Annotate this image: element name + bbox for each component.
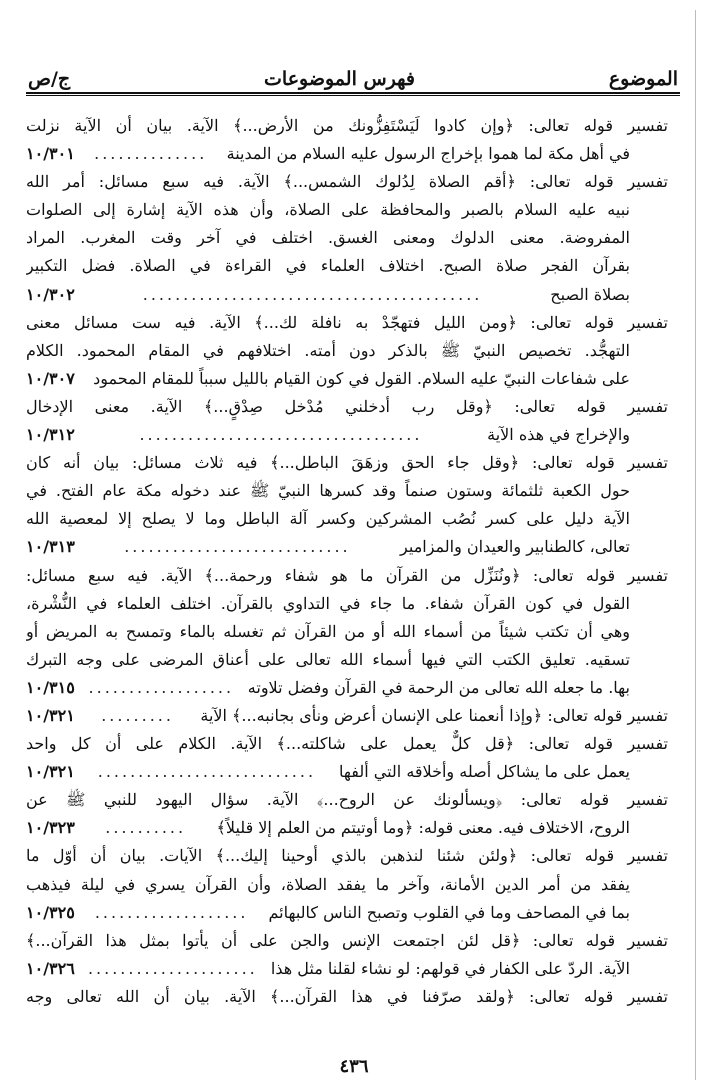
entry-heading-line: تفسير قوله تعالى: ﴿قل لئن اجتمعت الإنس والجن على أن يأتوا بمثل هذا القرآن...﴾ — [26, 930, 668, 950]
entry-final-line — [26, 758, 668, 786]
entry-heading-line: تفسير قوله تعالى: ﴿ويسألونك عن الروح...﴾ الآية. سؤال اليهود للنبي ﷺ عن — [26, 790, 668, 810]
entry-description-line: حول الكعبة ثلثمائة وستون صنماً وقد كسرها النبيّ ﷺ عند دخوله مكة عام الفتح. في — [26, 481, 630, 501]
entry-description-line: المفروضة. معنى الدلوك ومعنى الغسق. اختلف في آخر وقت المغرب. المراد — [26, 228, 630, 248]
dot-leader: ............................ — [124, 537, 351, 557]
index-entry — [26, 786, 668, 842]
entry-final-line — [26, 702, 668, 730]
entry-final-text: والإخراج في هذه الآية — [487, 425, 630, 445]
dot-leader: .......................................... — [142, 284, 483, 304]
index-entry — [26, 983, 668, 1011]
index-entry — [26, 112, 668, 168]
entry-description-line: وهي أن تكتب شيئاً من أسماء الله أو من القرآن ثم تغسله بالماء وتمسح به المريض أو — [26, 621, 630, 641]
dot-leader: .............. — [94, 144, 208, 164]
entry-heading-line: تفسير قوله تعالى: ﴿وقل رب أدخلني مُدْخل صِدْقٍ...﴾ الآية. معنى الإدخال — [26, 396, 668, 416]
entry-description-line: يفقد من أمر الدين الأمانة، وآخر ما يفقد الصلاة، وأن القرآن يسري في ليلة فيذهب — [26, 874, 630, 894]
entry-final-text: الآية. الردّ على الكفار في قولهم: لو نشاء لقلنا مثل هذا — [270, 958, 630, 978]
dot-leader: .................. — [88, 677, 235, 697]
index-entry — [26, 730, 668, 786]
entry-final-text: بصلاة الصبح — [550, 284, 630, 304]
entry-final-text: بها. ما جعله الله تعالى من الرحمة في القرآن وفضل تلاوته — [247, 677, 630, 697]
volume-page-reference: ١٠/٣٠١ — [26, 144, 75, 164]
entry-final-line — [26, 674, 668, 702]
dot-leader: ................... — [94, 902, 249, 922]
header-title: فهرس الموضوعات — [264, 68, 415, 90]
dot-leader: .......... — [105, 818, 187, 838]
entry-final-line — [26, 533, 668, 561]
entry-heading-line: تفسير قوله تعالى: ﴿ولئن شئنا لنذهبن بالذي أوحينا إليك...﴾ الآيات. بيان أن أوّل ما — [26, 846, 668, 866]
running-header — [28, 62, 678, 90]
entry-final-line — [26, 365, 668, 393]
volume-page-reference: ١٠/٣١٥ — [26, 677, 75, 697]
header-volume-page-label: ج/ص — [28, 68, 71, 90]
entry-final-line — [26, 281, 668, 309]
dot-leader: ........................... — [97, 762, 317, 782]
entry-heading-line: تفسير قوله تعالى: ﴿ومن الليل فتهجّدْ به نافلة لك...﴾ الآية. فيه ست مسائل معنى — [26, 312, 668, 332]
entry-description-line: التهجُّد. تخصيص النبيّ ﷺ بالذكر دون أمته. اختلافهم في المقام المحمود. الكلام — [26, 340, 630, 360]
entry-final-line — [26, 421, 668, 449]
dot-leader: ..................... — [87, 958, 258, 978]
dot-leader: ......... — [101, 705, 174, 725]
entry-heading-line: تفسير قوله تعالى: ﴿ونُنَزِّل من القرآن ما هو شفاء ورحمة...﴾ الآية. فيه سبع مسائل: — [26, 565, 668, 585]
index-entry — [26, 309, 668, 393]
header-divider — [26, 92, 680, 94]
header-divider-thin — [26, 95, 680, 96]
volume-page-reference: ١٠/٣٢٥ — [26, 902, 75, 922]
entry-final-line — [26, 814, 668, 842]
entry-final-text: في أهل مكة لما هموا بإخراج الرسول عليه السلام من المدينة — [226, 144, 630, 164]
entry-final-text: الروح، الاختلاف فيه. معنى قوله: ﴿وما أوتيتم من العلم إلا قليلاً﴾ — [216, 818, 630, 838]
entry-final-text: تعالى، كالطنابير والعيدان والمزامير — [400, 537, 630, 557]
index-entries — [26, 112, 668, 1011]
index-entry — [26, 393, 668, 449]
entry-description-line: تسقيه. تعليق الكتب التي فيها أسماء الله تعالى على أعناق المرضى على وجه التبرك — [26, 649, 631, 669]
entry-description-line: القول في كون القرآن شفاء. ما جاء في التداوي بالقرآن. اختلف العلماء في النُّشْرة، — [26, 593, 630, 613]
entry-heading-line: تفسير قوله تعالى: ﴿وقل جاء الحق وزهَقَ الباطل...﴾ فيه ثلاث مسائل: بيان أنه كان — [26, 453, 668, 473]
index-entry — [26, 927, 668, 983]
volume-page-reference: ١٠/٣٢٣ — [26, 818, 75, 838]
entry-final-text: بما في المصاحف وما في القلوب وتصبح الناس كالبهائم — [268, 902, 630, 922]
index-entry — [26, 842, 668, 926]
volume-page-reference: ١٠/٣٢٦ — [26, 958, 75, 978]
entry-description-line: الآية دليل على كسر نُصُب المشركين وكسر آلة الباطل وما لا يصلح إلا لمعصية الله — [26, 509, 630, 529]
entry-final-text: على شفاعات النبيّ عليه السلام. القول في كون القيام بالليل سبباً للمقام المحمود — [93, 368, 630, 388]
entry-final-line — [26, 140, 668, 168]
volume-page-reference: ١٠/٣٢١ — [26, 705, 75, 725]
entry-heading-line: تفسير قوله تعالى: ﴿قل كلٌّ يعمل على شاكلته...﴾ الآية. الكلام على أن كل واحد — [26, 734, 668, 754]
entry-heading-line: تفسير قوله تعالى: ﴿أقم الصلاة لِدُلوك الشمس...﴾ الآية. فيه سبع مسائل: أمر الله — [26, 172, 668, 192]
entry-final-line — [26, 955, 668, 983]
entry-description-line: بقرآن الفجر صلاة الصبح. اختلاف العلماء في القراءة في الصلاة. فضل التكبير — [26, 256, 631, 276]
volume-page-reference: ١٠/٣١٢ — [26, 425, 75, 445]
entry-final-line — [26, 899, 668, 927]
index-entry — [26, 702, 668, 730]
index-entry — [26, 562, 668, 702]
volume-page-reference: ١٠/٣٠٧ — [26, 368, 75, 388]
volume-page-reference: ١٠/٣٢١ — [26, 762, 75, 782]
header-topic-label: الموضوع — [608, 68, 678, 90]
page-edge-rule — [695, 10, 696, 1080]
entry-heading-line: تفسير قوله تعالى: ﴿ولقد صرّفنا في هذا القرآن...﴾ الآية. بيان أن الله تعالى وجه — [26, 986, 668, 1006]
index-entry — [26, 449, 668, 561]
entry-description-line: نبيه عليه السلام بالصبر والمحافظة على الصلاة، وأن هذه الآية إشارة إلى الصلوات — [26, 200, 630, 220]
volume-page-reference: ١٠/٣٠٢ — [26, 284, 75, 304]
volume-page-reference: ١٠/٣١٣ — [26, 537, 75, 557]
index-entry — [26, 168, 668, 308]
entry-heading-line: تفسير قوله تعالى: ﴿وإن كادوا لَيَسْتَفِزُّونك من الأرض...﴾ الآية. بيان أن الآية نزلت — [26, 116, 668, 135]
page-number: ٤٣٦ — [339, 1056, 369, 1077]
entry-final-text: يعمل على ما يشاكل أصله وأخلاقه التي ألفها — [339, 762, 630, 782]
dot-leader: ................................... — [139, 425, 423, 445]
entry-final-text: تفسير قوله تعالى: ﴿وإذا أنعمنا على الإنسان أعرض ونأى بجانبه...﴾ الآية — [200, 705, 668, 725]
